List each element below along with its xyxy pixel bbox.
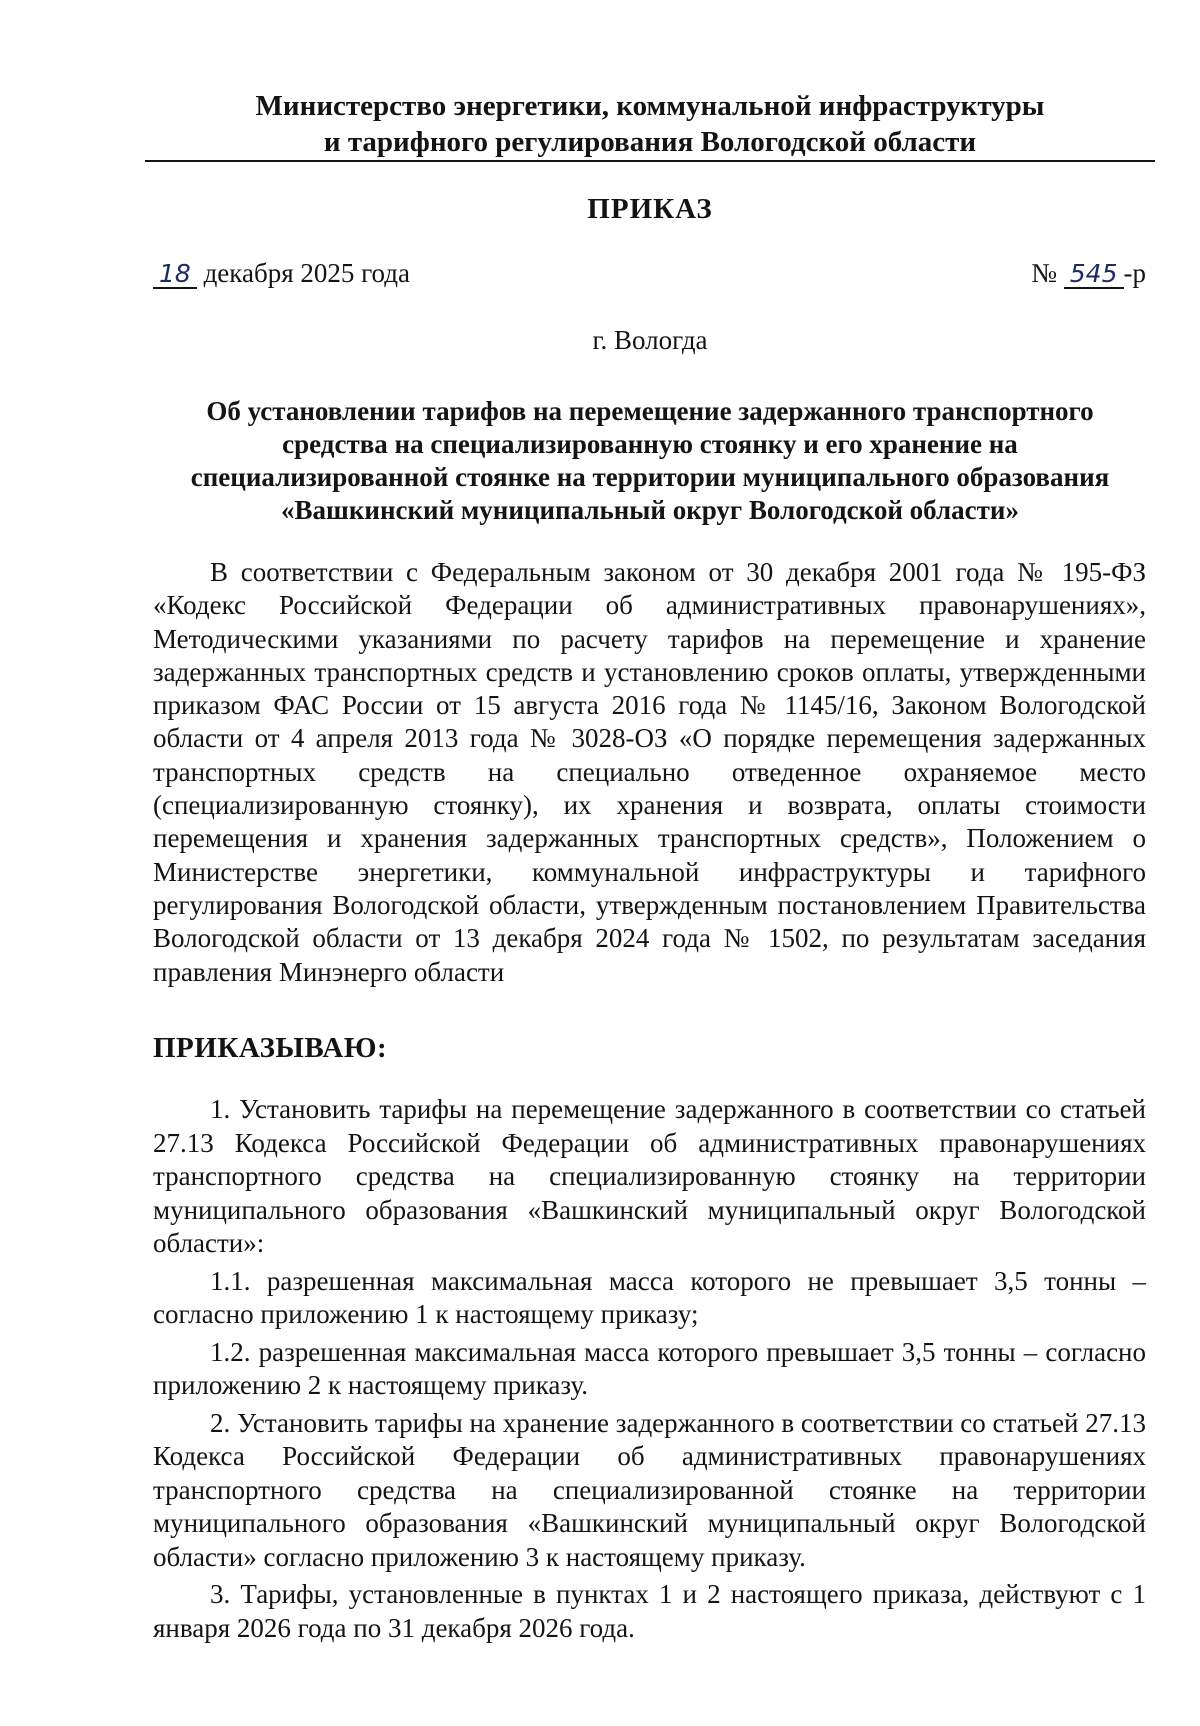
item-2: 2. Установить тарифы на хранение задержанного в соответствии со статьей 27.13 Кодекса Российской Федерации об административных правонарушениях транспортного средства на специализированной стоянке на территории муниципального образования «Вашкинский муниципальный округ Вологодской области» согласно приложению 3 к настоящему приказу. [153,1407,1146,1572]
preamble [153,556,1146,989]
item-1: 1. Установить тарифы на перемещение задержанного в соответствии со статьей 27.13 Кодекса Российской Федерации об административных правонарушениях транспортного средства на специализированную стоянку на территории муниципального образования «Вашкинский муниципальный округ Вологодской области»: [153,1094,1146,1258]
order-number-handwritten: 545 [1064,261,1124,289]
subject-line4: «Вашкинский муниципальный округ Вологодской области» [281,495,1019,525]
order-number-suffix: -р [1123,258,1146,288]
order-number-prefix: № [1031,258,1064,288]
header-divider [145,160,1155,162]
document-type: ПРИКАЗ [587,193,713,225]
subject-line1: Об установлении тарифов на перемещение задержанного транспортного [206,396,1094,426]
item-1-2: 1.2. разрешенная максимальная масса которого превышает 3,5 тонны – согласно приложению 2 к настоящему приказу. [153,1336,1146,1400]
order-number [1031,258,1146,289]
preamble-paragraph: В соответствии с Федеральным законом от 30 декабря 2001 года № 195-ФЗ «Кодекс Российской Федерации об административных правонарушениях», Методическими указаниями по расчету тарифов на перемещение и хранение задержанных транспортных средств и установлению сроков оплаты, утвержденными приказом ФАС России от 15 августа 2016 года № 1145/16, Законом Вологодской области от 4 апреля 2013 года № 3028-ОЗ «О порядке перемещения задержанных транспортных средств на специально отведенное охраняемое место (специализированную стоянку), их хранения и возврата, оплаты стоимости перемещения и хранения задержанных транспортных средств», Положением о Министерстве энергетики, коммунальной инфраструктуры и тарифного регулирования Вологодской области, утвержденным постановлением Правительства Вологодской области от 13 декабря 2024 года № 1502, по результатам заседания правления Минэнерго области [153,557,1146,987]
ministry-header-line1: Министерство энергетики, коммунальной инфраструктуры [255,90,1045,122]
city: г. Вологда [592,325,708,355]
date-rest: декабря 2025 года [196,258,410,288]
item-1-1: 1.1. разрешенная максимальная масса которого не превышает 3,5 тонны – согласно приложению 1 к настоящему приказу; [153,1265,1146,1329]
order-items [153,1093,1146,1645]
ministry-header [145,88,1155,160]
order-word: ПРИКАЗЫВАЮ: [153,1032,388,1064]
ministry-header-line2: и тарифного регулирования Вологодской области [323,126,977,158]
item-3: 3. Тарифы, установленные в пунктах 1 и 2 настоящего приказа, действуют с 1 января 2026 года по 31 декабря 2026 года. [153,1579,1146,1643]
subject-line3: специализированной стоянке на территории муниципального образования [190,462,1110,492]
date-day-handwritten: 18 [153,261,197,289]
order-date [153,258,410,289]
order-subject [145,395,1155,527]
subject-line2: средства на специализированную стоянку и его хранение на [282,429,1018,459]
